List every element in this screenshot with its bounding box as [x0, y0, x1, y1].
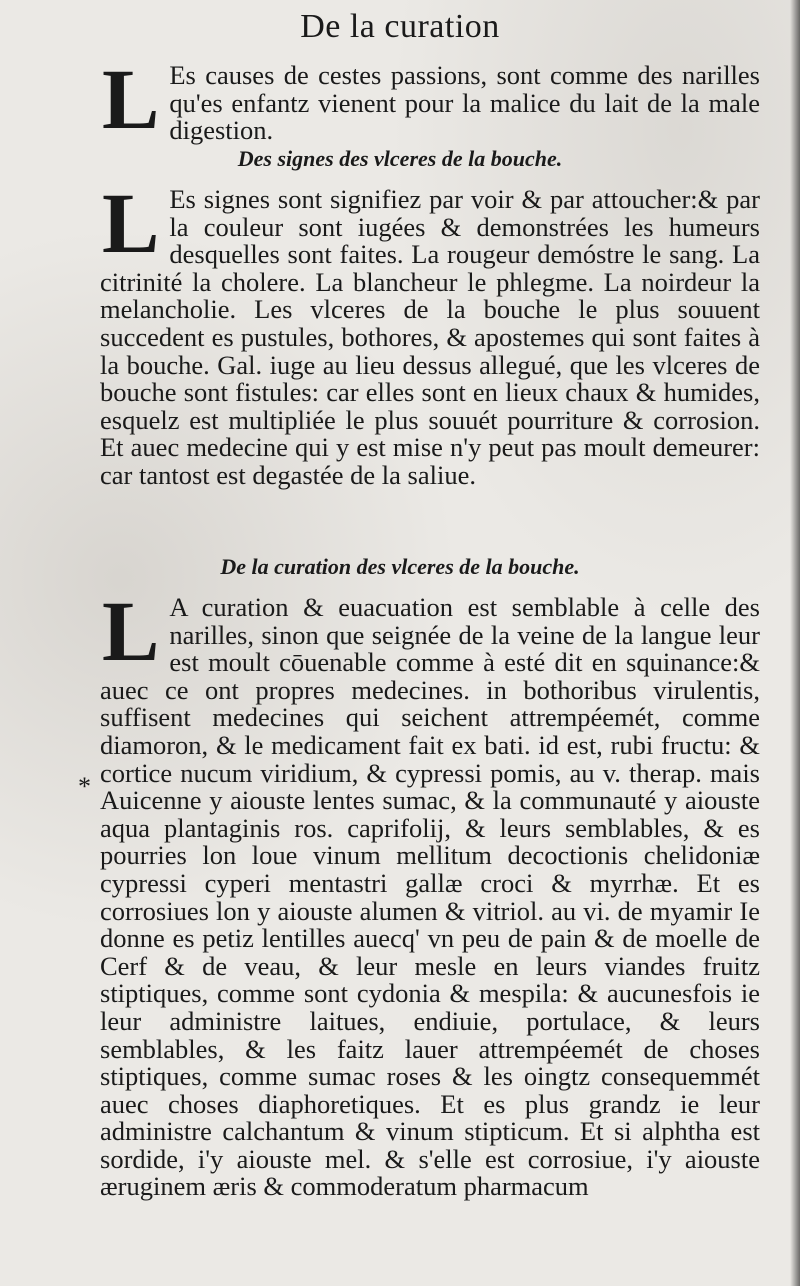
paragraph-text: A curation & euacuation est semblable à celle des narilles, sinon que seignée de la veine de la langue leur est moult cōuenable comme à esté dit en squinance:& auec ce ont propres medecines. in bothoribus virulentis, suffisent medecines qui seichent attrempéemét, comme diamoron, & le medicament fait ex bati. id est, rubi fructu: & cortice nucum viridium, & cypressi pomis, au v. therap. mais Auicenne y aiouste lentes sumac, & la communauté y aiouste aqua plantaginis ros. caprifolij, & leurs semblables, & es pourries lon loue vinum mellitum decoctionis chelidoniæ cypressi cyperi mentastri gallæ croci & myrrhæ. Et es corrosiues lon y aiouste alumen & vitriol. au vi. de myamir Ie donne es petiz lentilles auecq' vn peu de pain & de moelle de Cerf & de veau, & leur mesle en leurs viandes fruitz stiptiques, comme sont cydonia & mespila: & aucunesfois ie leur administre laitues, endiuie, portulace, & leurs semblables, & les faitz lauer attrempéemét de choses stiptiques, comme sumac roses & les oingtz consequemmét auec choses diaphoretiques. Et es plus grandz ie leur administre calchantum & vinum stipticum. Et si alphtha est sordide, i'y aiouste mel. & s'elle est corrosiue, i'y aiouste æruginem æris & commoderatum pharmacum — [100, 592, 760, 1202]
drop-cap-initial: L — [102, 51, 160, 147]
paragraph-signs — [100, 175, 760, 490]
marginal-asterisk: * — [78, 772, 91, 801]
paragraph-text: Es signes sont signifiez par voir & par attoucher:& par la couleur sont iugées & demonstrées les humeurs desquelles sont faites. La rougeur demóstre le sang. La citrinité la cholere. La blancheur le phlegme. La noirdeur la melancholie. Les vlceres de la bouche le plus souuent succedent es pustules, bothores, & apostemes qui sont faites à la bouche. Gal. iuge au lieu dessus allegué, que les vlceres de bouche sont fistules: car elles sont en lieux chaux & humides, esquelz est multipliée le plus souuét pourriture & corrosion. Et auec medecine qui y est mise n'y peut pas moult demeurer: car tantost est degastée de la saliue. — [100, 184, 760, 490]
section-heading-cure: De la curation des vlceres de la bouche. — [220, 554, 580, 579]
paragraph-text: Es causes de cestes passions, sont comme des narilles qu'es enfantz vienent pour la malice du lait de la male digestion. — [169, 60, 760, 146]
paragraph-causes — [100, 51, 760, 147]
drop-cap-initial: L — [102, 175, 160, 271]
paragraph-cure — [100, 583, 760, 1202]
running-head: De la curation — [300, 8, 500, 45]
drop-cap-initial: L — [102, 583, 160, 679]
section-heading-signs: Des signes des vlceres de la bouche. — [237, 146, 563, 171]
